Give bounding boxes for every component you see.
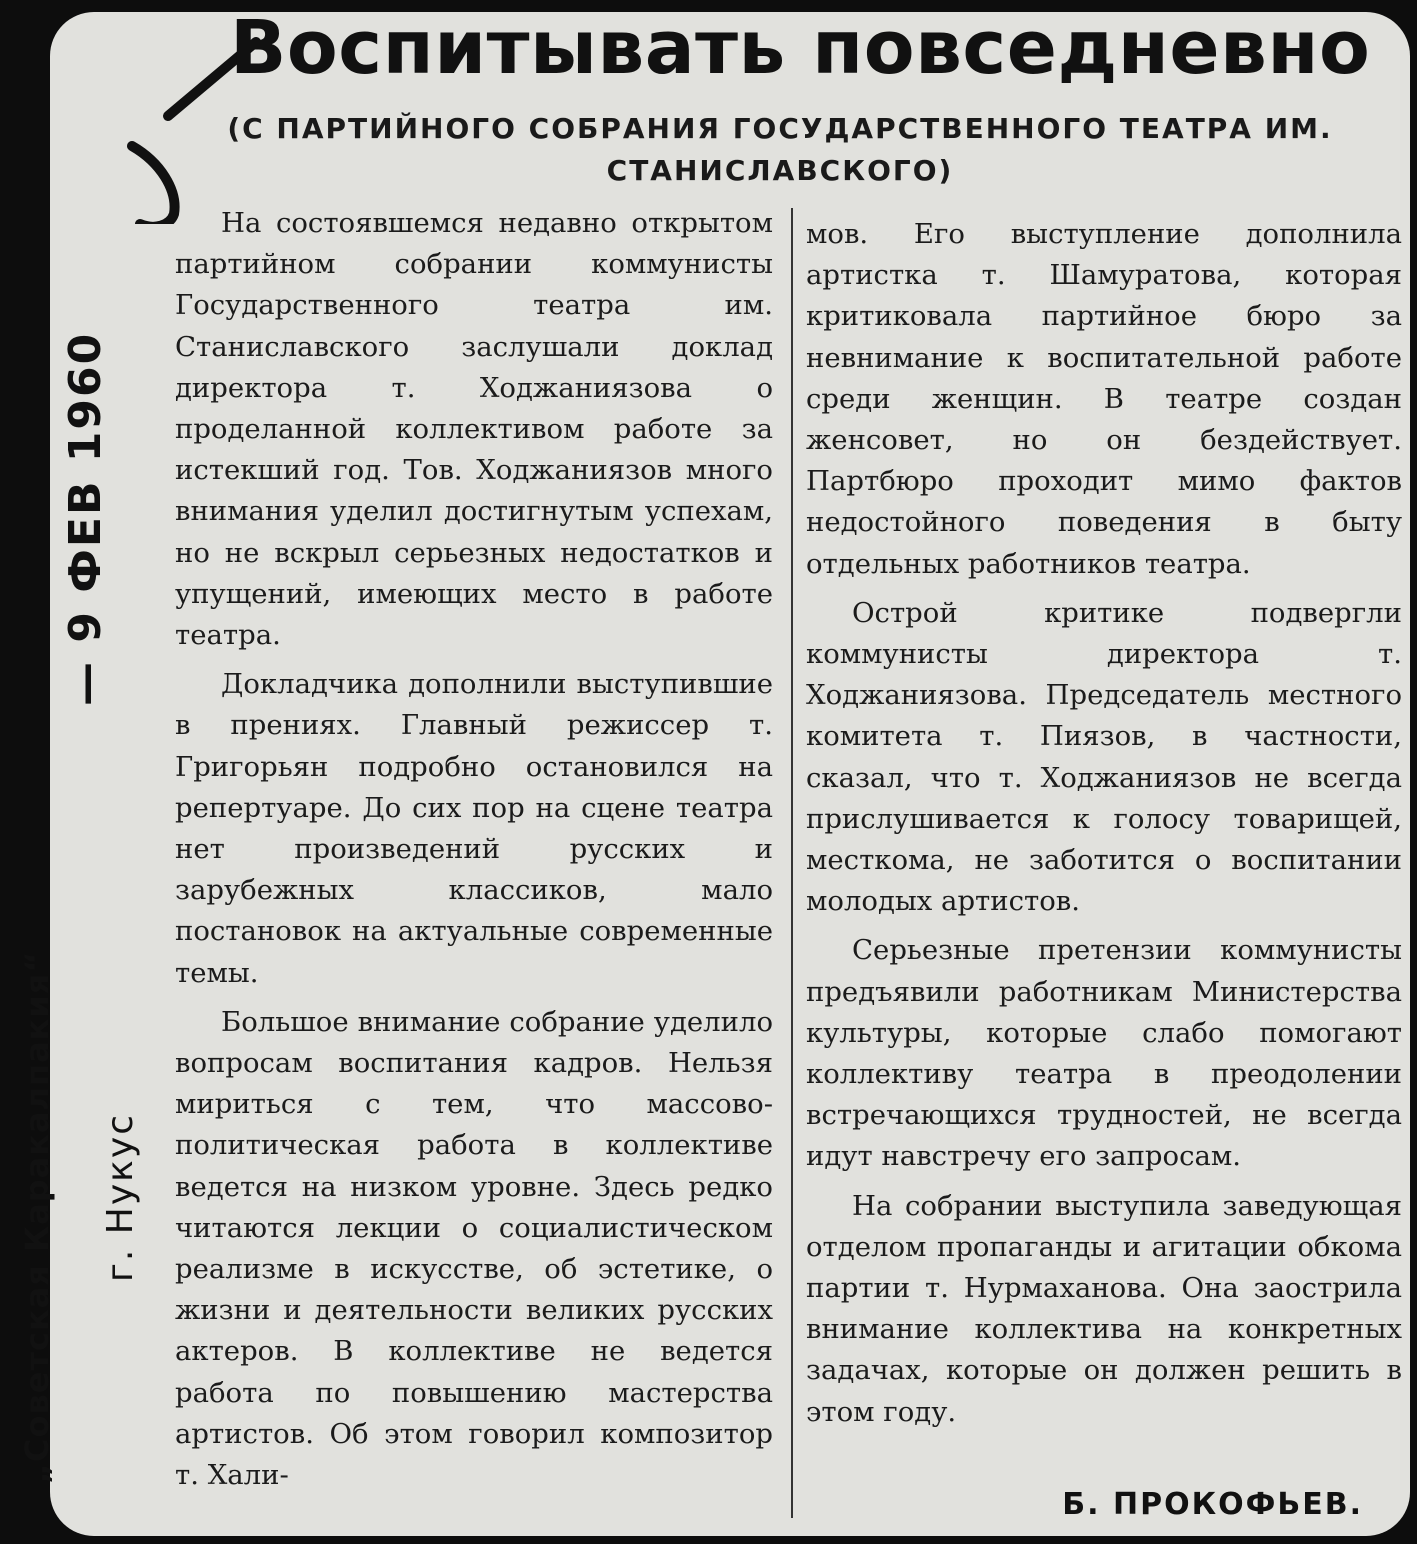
column-divider <box>791 208 793 1518</box>
paragraph: Большое внимание собрание уделило вопросам воспитания кадров. Нельзя мириться с тем, что массово-политическая работа в коллективе ведется на низком уровне. Здесь редко читаются лекции о социалистическом реализме в искусстве, об эстетике, о жизни и деятельности великих русских актеров. В коллективе не ведется работа по повышению мастерства артистов. Об этом говорил композитор т. Хали- <box>175 1005 773 1492</box>
paragraph: Острой критике подвергли коммунисты директора т. Ходжаниязова. Председатель местного комитета т. Пиязов, в частности, сказал, что т. Ходжаниязов не всегда прислушивается к голосу товарищей, месткома, не заботится о воспитании молодых артистов. <box>806 596 1402 918</box>
subheading: (С ПАРТИЙНОГО СОБРАНИЯ ГОСУДАРСТВЕННОГО ТЕАТРА ИМ. СТАНИСЛАВСКОГО) <box>227 112 1333 187</box>
paragraph: мов. Его выступление дополнила артистка т. Шамуратова, которая критиковала партийное бюро за невнимание к воспитательной работе среди женщин. В театре создан женсовет, но он бездействует. Партбюро проходит мимо фактов недостойного поведения в быту отдельных работников театра. <box>806 218 1402 580</box>
author-signature: Б. ПРОКОФЬЕВ. <box>1062 1487 1363 1522</box>
article-column-right <box>806 214 1402 1433</box>
newspaper-name-stamp: „Советская Каракалпакия“ <box>18 950 56 1484</box>
paragraph: На состоявшемся недавно открытом партийном собрании коммунисты Государственного театра им. Станиславского заслушали доклад директора т. Ходжаниязова о проделанной коллективом работе за истекший год. Тов. Ходжаниязов много внимания уделил достигнутым успехам, но не вскрыл серьезных недостатков и упущений, имеющих место в работе театра. <box>175 207 773 652</box>
paragraph: На собрании выступила заведующая отделом пропаганды и агитации обкома партии т. Нурмаханова. Она заострила внимание коллектива на конкретных задачах, которые он должен решить в этом году. <box>806 1189 1402 1428</box>
paragraph: Докладчика дополнили выступившие в прениях. Главный режиссер т. Григорьян подробно остановился на репертуаре. До сих пор на сцене театра нет произведений русских и зарубежных классиков, мало постановок на актуальные современные темы. <box>175 668 773 989</box>
city-stamp: г. Нукус <box>100 1112 141 1282</box>
article-column-left <box>175 203 773 1496</box>
headline: Воспитывать повседневно <box>230 5 1371 91</box>
paragraph: Серьезные претензии коммунисты предъявили работникам Министерства культуры, которые слабо помогают коллективу театра в преодолении встречающихся трудностей, не всегда идут навстречу его запросам. <box>806 934 1402 1173</box>
date-stamp: — 9 ФЕВ 1960 <box>60 331 111 706</box>
